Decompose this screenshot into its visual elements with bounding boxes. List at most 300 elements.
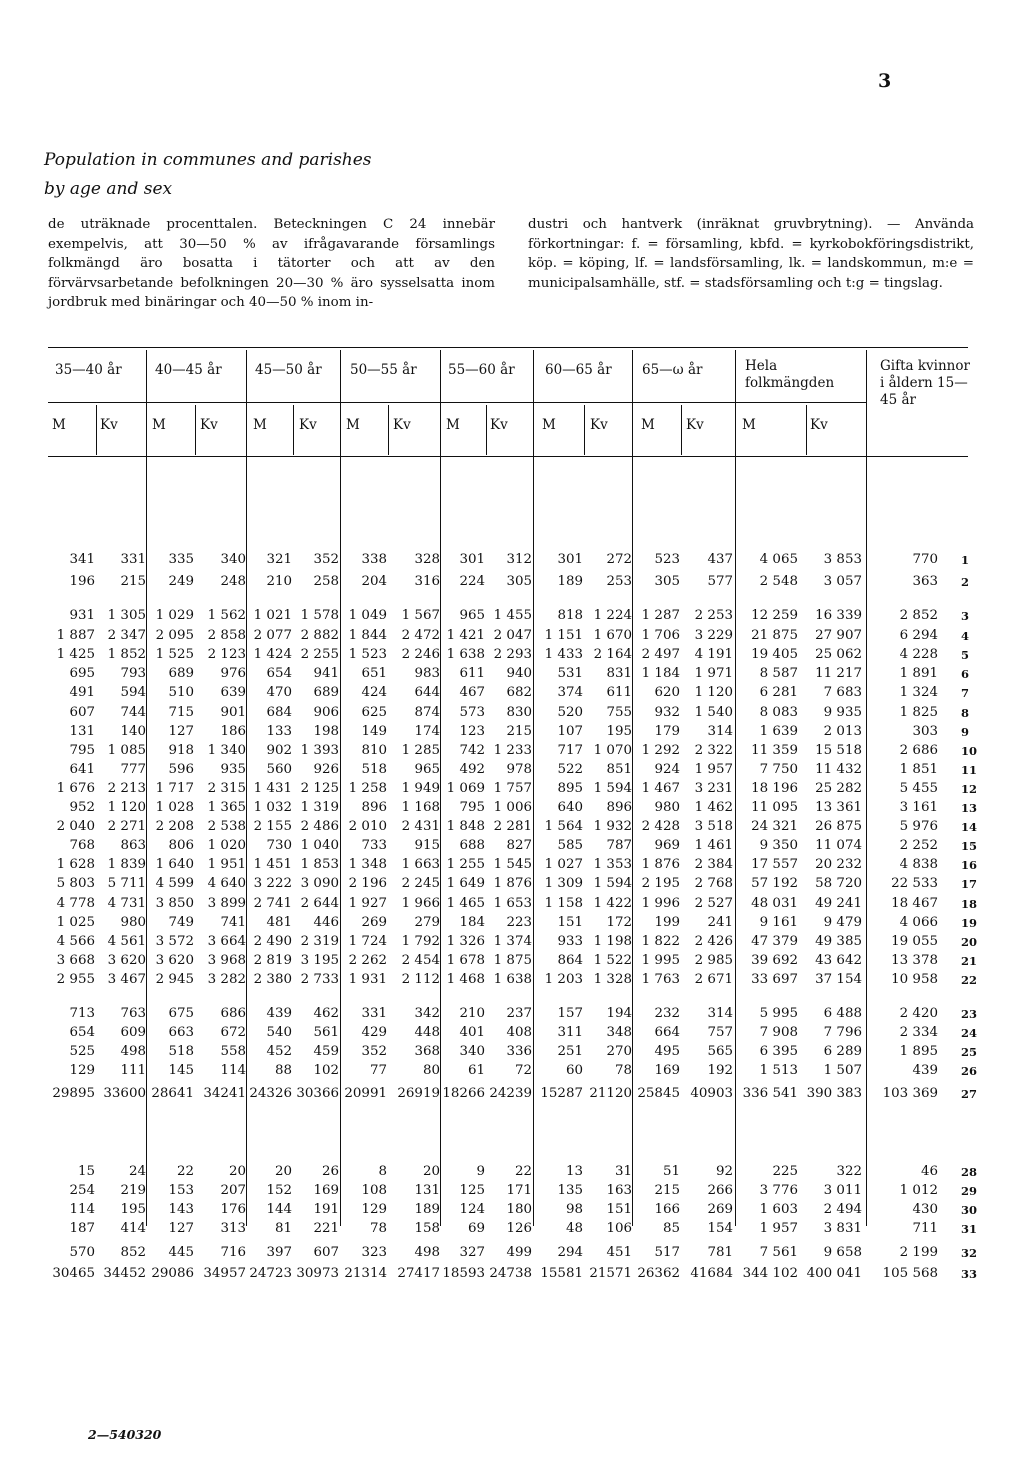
table-cell: 639 xyxy=(220,685,246,700)
table-cell: 149 xyxy=(361,724,387,739)
table-cell: 131 xyxy=(414,1183,440,1198)
table-cell: 78 xyxy=(369,1221,387,1236)
table-cell: 108 xyxy=(361,1183,387,1198)
table-top-rule xyxy=(48,347,968,348)
table-cell: 19 405 xyxy=(751,647,798,662)
table-cell: 154 xyxy=(707,1221,733,1236)
table-cell: 492 xyxy=(459,762,485,777)
row-number: 10 xyxy=(961,744,978,758)
table-cell: 462 xyxy=(313,1006,339,1021)
table-cell: 25845 xyxy=(637,1086,680,1101)
sub-header-m: M xyxy=(446,417,460,433)
table-cell: 1 763 xyxy=(641,972,680,987)
table-cell: 253 xyxy=(606,574,632,589)
row-number: 7 xyxy=(961,686,970,700)
table-cell: 686 xyxy=(220,1006,246,1021)
table-cell: 901 xyxy=(220,705,246,720)
sub-header-m: M xyxy=(52,417,66,433)
table-cell: 3 853 xyxy=(823,552,862,567)
row-number: 11 xyxy=(961,763,978,777)
page-number: 3 xyxy=(878,70,892,92)
table-cell: 34241 xyxy=(203,1086,246,1101)
table-cell: 340 xyxy=(220,552,246,567)
table-cell: 2 428 xyxy=(641,819,680,834)
row-number: 16 xyxy=(961,858,978,872)
table-cell: 1 425 xyxy=(56,647,95,662)
table-cell: 1 507 xyxy=(823,1063,862,1078)
table-cell: 114 xyxy=(69,1202,95,1217)
row-number: 32 xyxy=(961,1246,978,1260)
table-cell: 111 xyxy=(120,1063,146,1078)
table-cell: 570 xyxy=(69,1245,95,1260)
table-cell: 249 xyxy=(168,574,194,589)
table-cell: 1 120 xyxy=(107,800,146,815)
table-cell: 445 xyxy=(168,1245,194,1260)
table-header-rule xyxy=(48,402,866,403)
subcolumn-separator xyxy=(486,405,487,455)
table-cell: 258 xyxy=(313,574,339,589)
table-cell: 941 xyxy=(313,666,339,681)
table-cell: 88 xyxy=(274,1063,292,1078)
table-cell: 11 217 xyxy=(815,666,862,681)
table-cell: 7 796 xyxy=(823,1025,862,1040)
table-cell: 770 xyxy=(912,552,938,567)
table-cell: 390 383 xyxy=(806,1086,862,1101)
table-cell: 1 638 xyxy=(493,972,532,987)
table-cell: 2 199 xyxy=(899,1245,938,1260)
table-cell: 980 xyxy=(120,915,146,930)
row-number: 25 xyxy=(961,1045,978,1059)
table-cell: 664 xyxy=(654,1025,680,1040)
table-cell: 342 xyxy=(414,1006,440,1021)
subcolumn-separator xyxy=(195,405,196,455)
table-cell: 314 xyxy=(707,724,733,739)
table-cell: 31 xyxy=(614,1164,632,1179)
table-cell: 641 xyxy=(69,762,95,777)
table-cell: 1 822 xyxy=(641,934,680,949)
table-cell: 321 xyxy=(266,552,292,567)
table-cell: 2 213 xyxy=(107,781,146,796)
table-cell: 640 xyxy=(557,800,583,815)
table-cell: 316 xyxy=(414,574,440,589)
table-cell: 1 233 xyxy=(493,743,532,758)
table-cell: 1 324 xyxy=(899,685,938,700)
table-cell: 368 xyxy=(414,1044,440,1059)
table-cell: 448 xyxy=(414,1025,440,1040)
table-cell: 573 xyxy=(459,705,485,720)
table-cell: 654 xyxy=(69,1025,95,1040)
table-cell: 47 379 xyxy=(751,934,798,949)
column-group-header: 65—ω år xyxy=(642,362,703,378)
table-cell: 733 xyxy=(361,838,387,853)
table-cell: 2 047 xyxy=(493,628,532,643)
table-cell: 2 538 xyxy=(207,819,246,834)
table-cell: 1 029 xyxy=(155,608,194,623)
column-group-header: 35—40 år xyxy=(55,362,122,378)
table-cell: 3 776 xyxy=(759,1183,798,1198)
table-cell: 915 xyxy=(414,838,440,853)
row-number: 22 xyxy=(961,973,978,987)
row-number: 14 xyxy=(961,820,978,834)
table-cell: 1 431 xyxy=(253,781,292,796)
table-cell: 1 120 xyxy=(694,685,733,700)
table-cell: 596 xyxy=(168,762,194,777)
table-cell: 2 125 xyxy=(300,781,339,796)
table-cell: 715 xyxy=(168,705,194,720)
table-cell: 763 xyxy=(120,1006,146,1021)
table-cell: 11 095 xyxy=(751,800,798,815)
table-cell: 48 031 xyxy=(751,896,798,911)
table-cell: 191 xyxy=(313,1202,339,1217)
table-cell: 2 686 xyxy=(899,743,938,758)
table-cell: 2 858 xyxy=(207,628,246,643)
heading-line-1: Population in communes and parishes xyxy=(44,150,372,170)
row-number: 17 xyxy=(961,877,978,891)
table-cell: 429 xyxy=(361,1025,387,1040)
table-cell: 9 935 xyxy=(823,705,862,720)
table-cell: 1 676 xyxy=(56,781,95,796)
table-cell: 1 825 xyxy=(899,705,938,720)
table-cell: 6 289 xyxy=(823,1044,862,1059)
row-number: 15 xyxy=(961,839,978,853)
table-cell: 2 768 xyxy=(694,876,733,891)
table-cell: 158 xyxy=(414,1221,440,1236)
table-cell: 2 347 xyxy=(107,628,146,643)
table-cell: 969 xyxy=(654,838,680,853)
table-cell: 4 731 xyxy=(107,896,146,911)
table-cell: 25 062 xyxy=(815,647,862,662)
table-cell: 8 083 xyxy=(759,705,798,720)
table-cell: 3 831 xyxy=(823,1221,862,1236)
table-cell: 730 xyxy=(266,838,292,853)
table-cell: 123 xyxy=(459,724,485,739)
table-cell: 470 xyxy=(266,685,292,700)
table-cell: 30465 xyxy=(52,1266,95,1281)
table-cell: 127 xyxy=(168,1221,194,1236)
table-cell: 918 xyxy=(168,743,194,758)
table-cell: 3 195 xyxy=(300,953,339,968)
table-cell: 327 xyxy=(459,1245,485,1260)
table-cell: 1 949 xyxy=(401,781,440,796)
row-number: 29 xyxy=(961,1184,978,1198)
table-cell: 77 xyxy=(369,1063,387,1078)
table-cell: 531 xyxy=(557,666,583,681)
table-cell: 1 422 xyxy=(593,896,632,911)
table-cell: 341 xyxy=(69,552,95,567)
table-cell: 689 xyxy=(168,666,194,681)
table-cell: 1 365 xyxy=(207,800,246,815)
table-cell: 1 603 xyxy=(759,1202,798,1217)
subcolumn-separator xyxy=(584,405,585,455)
table-cell: 81 xyxy=(274,1221,292,1236)
table-cell: 22 xyxy=(176,1164,194,1179)
subcolumn-separator xyxy=(96,405,97,455)
table-cell: 2 985 xyxy=(694,953,733,968)
table-cell: 1 224 xyxy=(593,608,632,623)
table-cell: 1 040 xyxy=(300,838,339,853)
table-cell: 34957 xyxy=(203,1266,246,1281)
table-cell: 1 374 xyxy=(493,934,532,949)
table-cell: 225 xyxy=(772,1164,798,1179)
table-cell: 525 xyxy=(69,1044,95,1059)
table-cell: 1 564 xyxy=(544,819,583,834)
table-cell: 682 xyxy=(506,685,532,700)
table-cell: 114 xyxy=(220,1063,246,1078)
table-cell: 2 852 xyxy=(899,608,938,623)
table-cell: 863 xyxy=(120,838,146,853)
table-cell: 1 340 xyxy=(207,743,246,758)
table-cell: 129 xyxy=(361,1202,387,1217)
table-cell: 827 xyxy=(506,838,532,853)
table-cell: 1 393 xyxy=(300,743,339,758)
row-number: 20 xyxy=(961,935,978,949)
table-cell: 3 057 xyxy=(823,574,862,589)
table-cell: 105 568 xyxy=(882,1266,938,1281)
table-cell: 2 819 xyxy=(253,953,292,968)
table-cell: 1 567 xyxy=(401,608,440,623)
table-cell: 1 639 xyxy=(759,724,798,739)
table-cell: 2 195 xyxy=(641,876,680,891)
sub-header-kv: Kv xyxy=(299,417,317,433)
table-cell: 9 479 xyxy=(823,915,862,930)
table-cell: 20991 xyxy=(344,1086,387,1101)
table-cell: 3 899 xyxy=(207,896,246,911)
table-cell: 931 xyxy=(69,608,95,623)
table-cell: 675 xyxy=(168,1006,194,1021)
table-cell: 1 424 xyxy=(253,647,292,662)
table-cell: 4 778 xyxy=(56,896,95,911)
table-cell: 1 545 xyxy=(493,857,532,872)
table-cell: 983 xyxy=(414,666,440,681)
table-cell: 3 161 xyxy=(899,800,938,815)
table-cell: 1 523 xyxy=(348,647,387,662)
table-cell: 9 xyxy=(476,1164,485,1179)
row-number: 19 xyxy=(961,916,978,930)
table-cell: 1 853 xyxy=(300,857,339,872)
table-cell: 864 xyxy=(557,953,583,968)
sub-header-m: M xyxy=(641,417,655,433)
table-cell: 30366 xyxy=(296,1086,339,1101)
table-cell: 439 xyxy=(266,1006,292,1021)
table-cell: 896 xyxy=(361,800,387,815)
subcolumn-separator xyxy=(388,405,389,455)
table-cell: 1 628 xyxy=(56,857,95,872)
table-cell: 323 xyxy=(361,1245,387,1260)
table-cell: 2 123 xyxy=(207,647,246,662)
table-cell: 952 xyxy=(69,800,95,815)
table-cell: 2 431 xyxy=(401,819,440,834)
table-cell: 874 xyxy=(414,705,440,720)
table-cell: 2 293 xyxy=(493,647,532,662)
table-cell: 1 525 xyxy=(155,647,194,662)
table-cell: 15287 xyxy=(540,1086,583,1101)
table-cell: 269 xyxy=(707,1202,733,1217)
table-cell: 2 334 xyxy=(899,1025,938,1040)
table-cell: 69 xyxy=(467,1221,485,1236)
table-cell: 198 xyxy=(313,724,339,739)
table-cell: 2 454 xyxy=(401,953,440,968)
table-cell: 1 085 xyxy=(107,743,146,758)
table-cell: 171 xyxy=(506,1183,532,1198)
table-cell: 322 xyxy=(836,1164,862,1179)
table-cell: 254 xyxy=(69,1183,95,1198)
table-cell: 46 xyxy=(920,1164,938,1179)
table-cell: 24326 xyxy=(249,1086,292,1101)
table-cell: 2 253 xyxy=(694,608,733,623)
table-cell: 6 281 xyxy=(759,685,798,700)
row-number: 26 xyxy=(961,1064,978,1078)
sub-header-kv: Kv xyxy=(686,417,704,433)
table-cell: 2 322 xyxy=(694,743,733,758)
table-cell: 1 844 xyxy=(348,628,387,643)
subcolumn-separator xyxy=(681,405,682,455)
table-cell: 1 462 xyxy=(694,800,733,815)
table-cell: 1 594 xyxy=(593,876,632,891)
table-cell: 467 xyxy=(459,685,485,700)
table-cell: 924 xyxy=(654,762,680,777)
table-cell: 5 976 xyxy=(899,819,938,834)
row-number: 9 xyxy=(961,725,970,739)
table-cell: 102 xyxy=(313,1063,339,1078)
table-cell: 4 191 xyxy=(694,647,733,662)
table-cell: 301 xyxy=(459,552,485,567)
table-cell: 978 xyxy=(506,762,532,777)
table-cell: 21 875 xyxy=(751,628,798,643)
table-cell: 195 xyxy=(120,1202,146,1217)
table-cell: 651 xyxy=(361,666,387,681)
table-cell: 1 455 xyxy=(493,608,532,623)
table-cell: 18266 xyxy=(442,1086,485,1101)
table-cell: 1 966 xyxy=(401,896,440,911)
table-cell: 140 xyxy=(120,724,146,739)
table-cell: 27 907 xyxy=(815,628,862,643)
table-cell: 1 876 xyxy=(641,857,680,872)
table-cell: 2 644 xyxy=(300,896,339,911)
table-cell: 266 xyxy=(707,1183,733,1198)
table-cell: 795 xyxy=(69,743,95,758)
table-cell: 439 xyxy=(912,1063,938,1078)
subcolumn-separator xyxy=(806,405,807,455)
table-cell: 2 671 xyxy=(694,972,733,987)
table-cell: 713 xyxy=(69,1006,95,1021)
sub-header-m: M xyxy=(253,417,267,433)
table-cell: 1 255 xyxy=(446,857,485,872)
table-cell: 16 339 xyxy=(815,608,862,623)
table-cell: 1 025 xyxy=(56,915,95,930)
table-cell: 57 192 xyxy=(751,876,798,891)
table-cell: 192 xyxy=(707,1063,733,1078)
table-cell: 80 xyxy=(422,1063,440,1078)
row-number: 12 xyxy=(961,782,978,796)
table-cell: 24738 xyxy=(489,1266,532,1281)
table-cell: 1 184 xyxy=(641,666,680,681)
table-cell: 135 xyxy=(557,1183,583,1198)
row-number: 8 xyxy=(961,706,970,720)
table-cell: 331 xyxy=(361,1006,387,1021)
table-cell: 717 xyxy=(557,743,583,758)
table-cell: 4 065 xyxy=(759,552,798,567)
table-cell: 499 xyxy=(506,1245,532,1260)
table-cell: 21314 xyxy=(344,1266,387,1281)
table-cell: 1 292 xyxy=(641,743,680,758)
table-cell: 26 875 xyxy=(815,819,862,834)
table-cell: 607 xyxy=(69,705,95,720)
table-cell: 2 741 xyxy=(253,896,292,911)
table-cell: 1 513 xyxy=(759,1063,798,1078)
table-cell: 851 xyxy=(606,762,632,777)
table-cell: 29895 xyxy=(52,1086,95,1101)
table-cell: 124 xyxy=(459,1202,485,1217)
table-cell: 336 xyxy=(506,1044,532,1059)
table-cell: 716 xyxy=(220,1245,246,1260)
table-cell: 2 155 xyxy=(253,819,292,834)
table-cell: 757 xyxy=(707,1025,733,1040)
table-cell: 1 198 xyxy=(593,934,632,949)
table-cell: 1 578 xyxy=(300,608,339,623)
table-cell: 151 xyxy=(557,915,583,930)
table-cell: 219 xyxy=(120,1183,146,1198)
table-cell: 4 838 xyxy=(899,857,938,872)
table-cell: 2 077 xyxy=(253,628,292,643)
table-cell: 744 xyxy=(120,705,146,720)
subcolumn-separator xyxy=(293,405,294,455)
table-cell: 4 640 xyxy=(207,876,246,891)
table-cell: 1 792 xyxy=(401,934,440,949)
table-cell: 688 xyxy=(459,838,485,853)
table-cell: 414 xyxy=(120,1221,146,1236)
table-cell: 2 245 xyxy=(401,876,440,891)
column-group-header: Gifta kvinnor i åldern 15—45 år xyxy=(880,358,970,408)
table-cell: 2 252 xyxy=(899,838,938,853)
row-number: 31 xyxy=(961,1222,978,1236)
table-cell: 1 957 xyxy=(694,762,733,777)
table-cell: 3 090 xyxy=(300,876,339,891)
sub-header-m: M xyxy=(152,417,166,433)
table-cell: 430 xyxy=(912,1202,938,1217)
table-cell: 20 xyxy=(228,1164,246,1179)
table-cell: 1 717 xyxy=(155,781,194,796)
table-cell: 2 426 xyxy=(694,934,733,949)
table-cell: 151 xyxy=(606,1202,632,1217)
table-cell: 176 xyxy=(220,1202,246,1217)
table-cell: 1 467 xyxy=(641,781,680,796)
table-cell: 127 xyxy=(168,724,194,739)
column-group-header: 50—55 år xyxy=(350,362,417,378)
table-cell: 92 xyxy=(715,1164,733,1179)
table-cell: 3 968 xyxy=(207,953,246,968)
table-cell: 305 xyxy=(654,574,680,589)
table-cell: 3 668 xyxy=(56,953,95,968)
table-cell: 311 xyxy=(557,1025,583,1040)
table-cell: 199 xyxy=(654,915,680,930)
table-cell: 125 xyxy=(459,1183,485,1198)
table-cell: 215 xyxy=(654,1183,680,1198)
table-cell: 30973 xyxy=(296,1266,339,1281)
table-cell: 145 xyxy=(168,1063,194,1078)
table-cell: 2 315 xyxy=(207,781,246,796)
table-cell: 895 xyxy=(557,781,583,796)
table-cell: 301 xyxy=(557,552,583,567)
table-cell: 749 xyxy=(168,915,194,930)
table-cell: 932 xyxy=(654,705,680,720)
table-cell: 194 xyxy=(606,1006,632,1021)
table-cell: 2 733 xyxy=(300,972,339,987)
table-cell: 163 xyxy=(606,1183,632,1198)
table-cell: 1 468 xyxy=(446,972,485,987)
row-number: 30 xyxy=(961,1203,978,1217)
intro-text-right: dustri och hantverk (inräknat gruvbrytning). — Använda förkortningar: f. = församling, kbfd. = kyrkobokföringsdistrikt, köp. = köping, lf. = landsförsamling, lk. = landskommun, m:e = municipalsamhälle, stf. = stadsförsamling och t:g = tingslag. xyxy=(528,217,974,291)
table-cell: 11 359 xyxy=(751,743,798,758)
